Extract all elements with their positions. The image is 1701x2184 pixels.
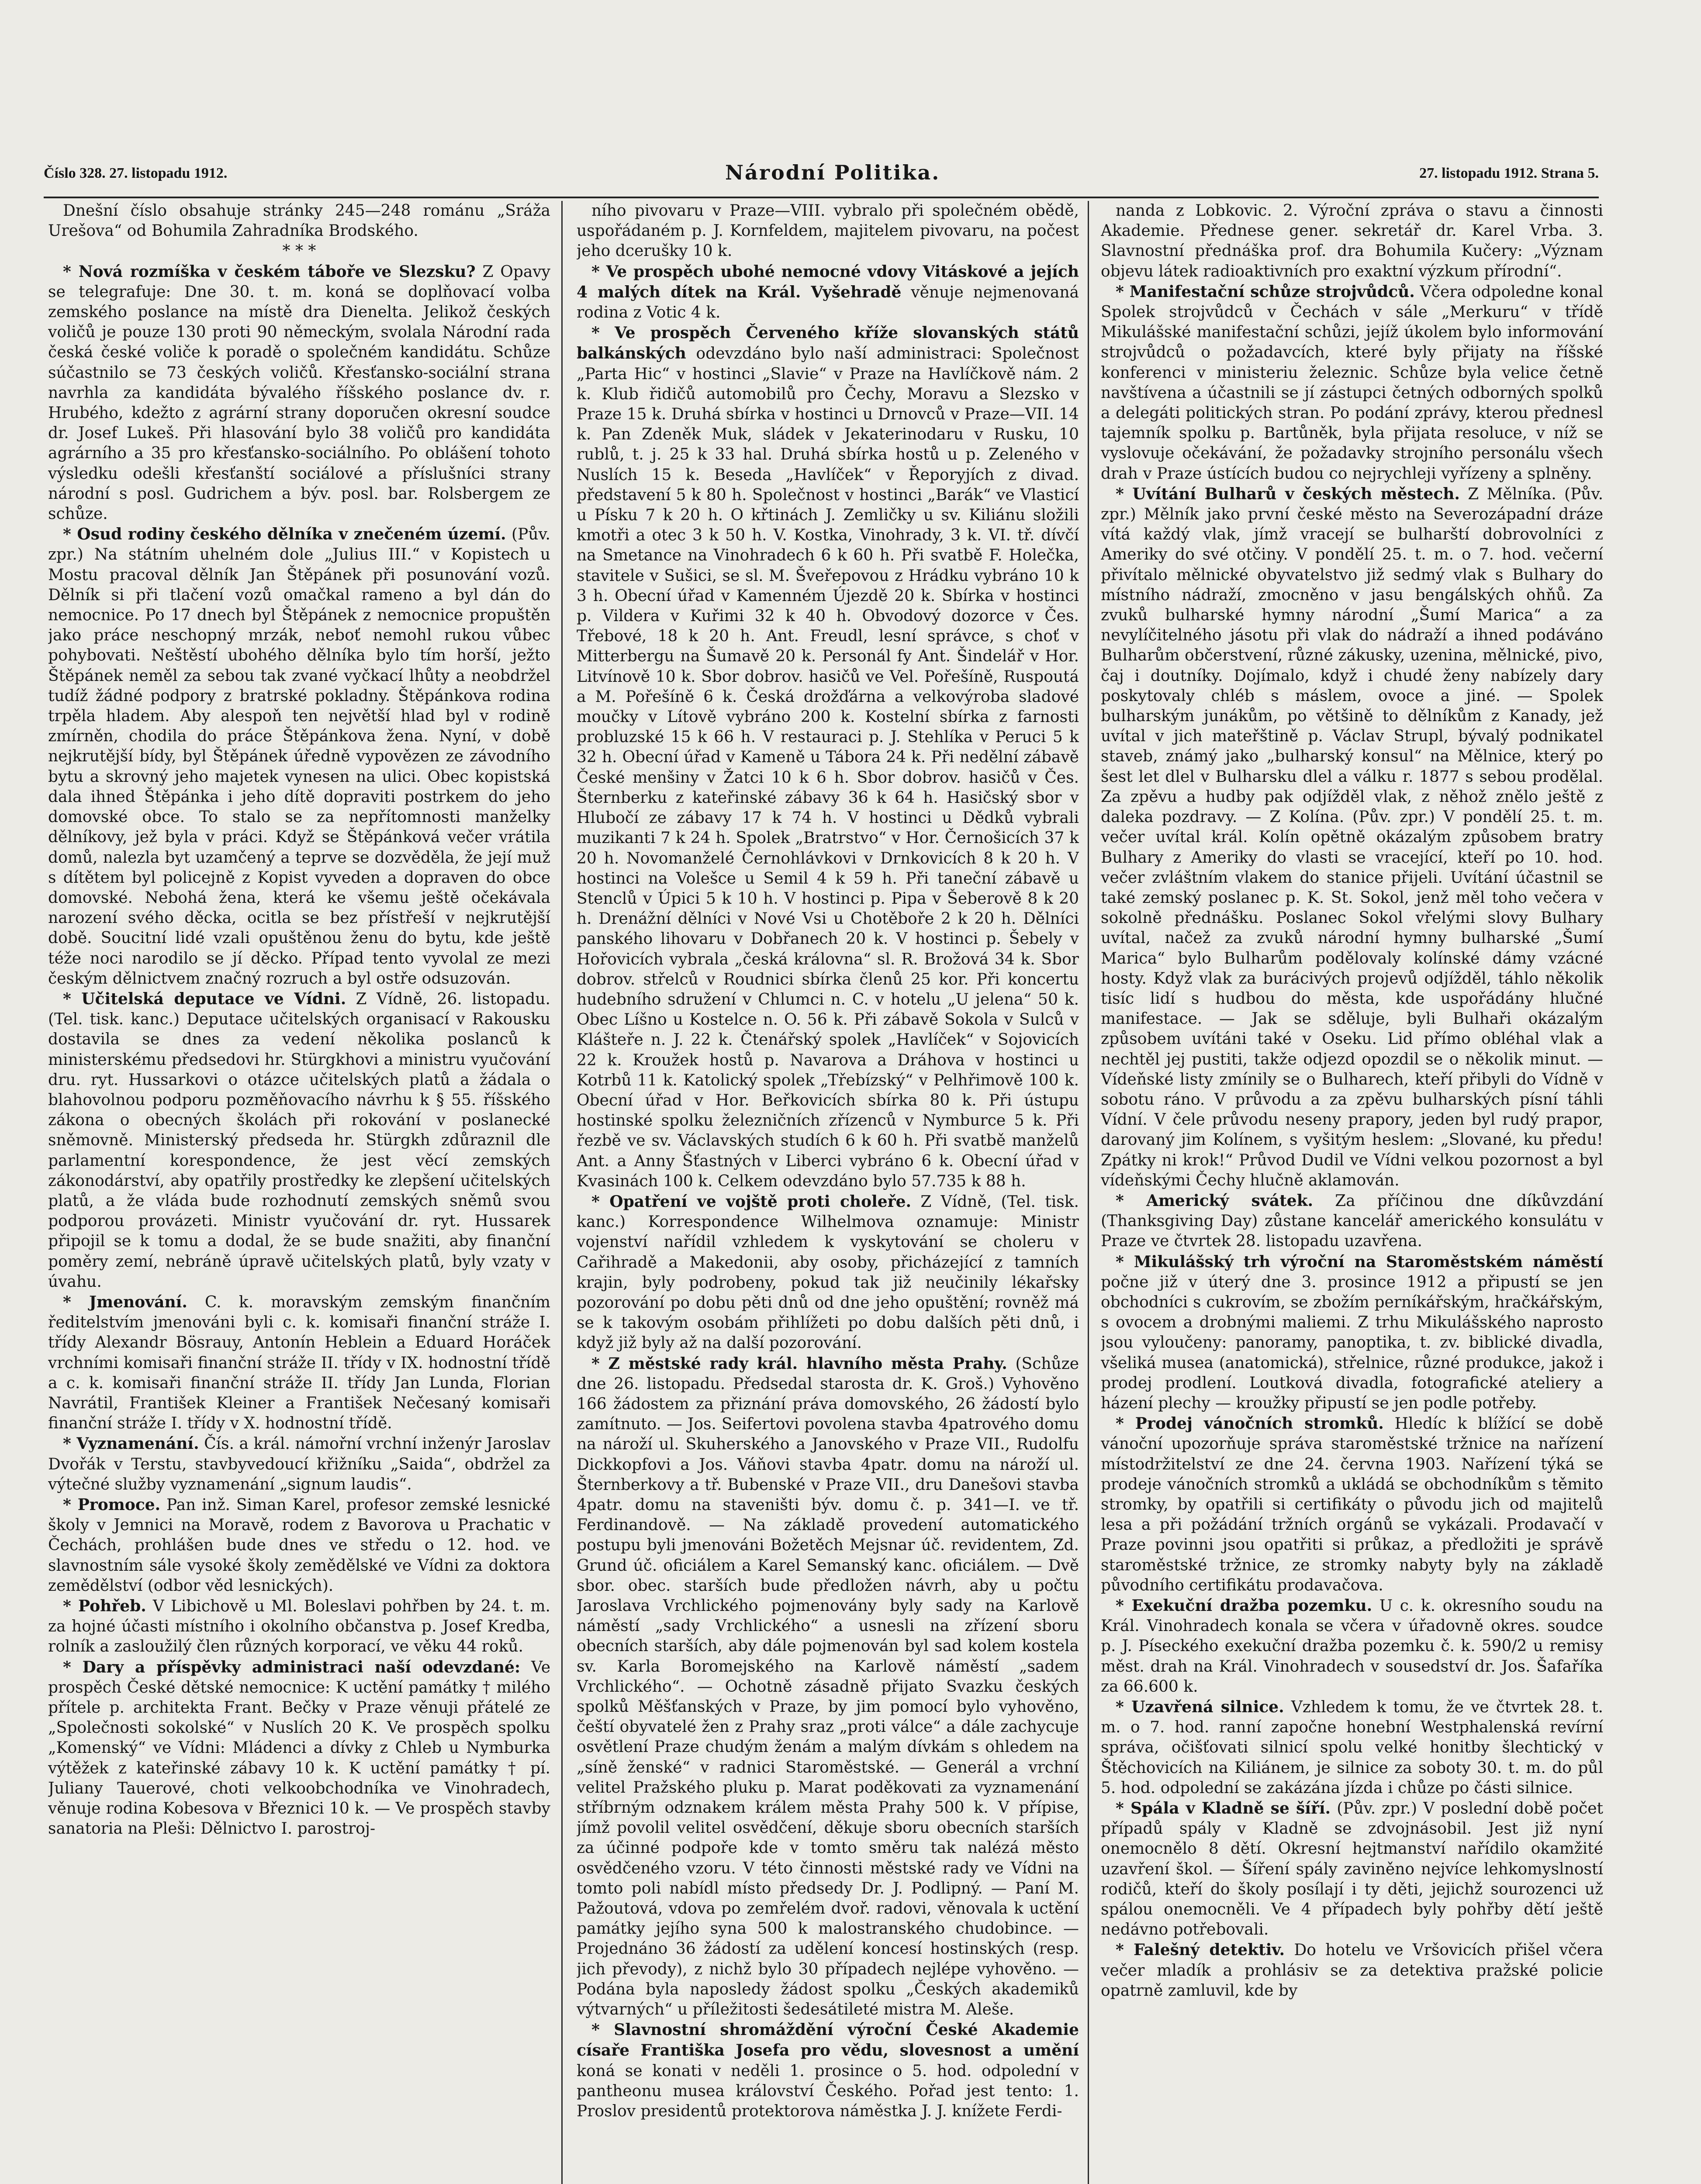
article-paragraph <box>577 2020 1079 2122</box>
article-title: * Promoce. <box>63 1496 161 1514</box>
article-paragraph <box>1101 282 1603 484</box>
article-text: (Pův. zpr.) V poslední době počet případů spály v Kladně se zdvojnásobil. Jest již nyní onemocnělo 8 dětí. Okresní hejtmanství nařídilo okamžité uzavření škol. — Šíření spály zaviněno nejvíce lehkomyslností rodičů, kteří do školy posílají i ty děti, jejichž sourozenci už spálou onemocněli. Ve 4 případech byly pohřby dětí ještě nedávno potřebovali. <box>1101 1800 1603 1939</box>
newspaper-title: Národní Politika. <box>725 161 940 184</box>
article-paragraph <box>48 1596 550 1657</box>
article-paragraph <box>577 323 1079 1192</box>
article-paragraph <box>1101 1596 1603 1697</box>
article-title: * Americký svátek. <box>1116 1191 1314 1210</box>
article-paragraph <box>48 241 550 261</box>
article-text: Dnešní číslo obsahuje stránky 245—248 románu „Sráža Urešova“ od Bohumila Zahradníka Brodského. <box>48 202 550 240</box>
article-text: Pan inž. Siman Karel, profesor zemské lesnické školy v Jemnici na Moravě, rodem z Bavorova u Prachatic v Čechách, prohlášen bude dnes ve středu o 12. hod. ve slavnostním sále vysoké školy zemědělské ve Vídni za doktora zemědělství (odbor věd lesnických). <box>48 1496 550 1595</box>
article-title: * Ve prospěch ubohé nemocné vdovy Vitáskové a jejích 4 malých dítek na Král. Vyšehradě <box>577 262 1079 301</box>
article-paragraph <box>1101 1940 1603 2001</box>
article-paragraph <box>577 1354 1079 2020</box>
column-2 <box>577 201 1079 2184</box>
article-title: * Uzavřená silnice. <box>1116 1698 1284 1717</box>
article-paragraph <box>577 201 1079 262</box>
article-paragraph <box>1101 484 1603 1191</box>
article-paragraph <box>48 1434 550 1495</box>
article-title: * Pohřeb. <box>63 1597 146 1616</box>
article-text: (Pův. zpr.) Na státním uhelném dole „Julius III.“ v Kopistech u Mostu pracoval dělník Jan Štěpánek při posunování vozů. Dělník si při tlačení vozů omačkal rameno a byl dán do nemocnice. Po 17 dnech byl Štěpánek z nemocnice propuštěn jako práce neschopný mrzák, neboť nemohl rukou vůbec pohybovati. Neštěstí ubohého dělníka bylo tím horší, ježto Štěpánek neměl za sebou tak zvané vyčkací lhůty a neobdržel tudíž žádné podpory z bratrské pokladny. Štěpánkova rodina trpěla hladem. Aby alespoň ten největší hlad byl v rodině zmírněn, chodila do práce Štěpánkova žena. Nyní, v době nejkrutější bídy, byl Štěpánek úředně vypovězen ze závodního bytu a skrovný jeho majetek vynesen na ulici. Obec kopistská dala ihned Štěpánka i jeho dítě dopraviti postrkem do jeho domovské obce. To stalo se za nepřítomnosti manželky dělníkovy, jež byla v práci. Když se Štěpánková večer vrátila domů, nalezla byt uzamčený a teprve se dozvěděla, že její muž s dítětem byl policejně z Kopist vyveden a dopraven do obce domovské. Nebohá žena, která ke všemu ještě očekávala narození svého děcka, ocitla se bez přístřeší v nejkrutější době. Soucitní lidé vzali opuštěnou ženu do bytu, kde ještě téže noci narodilo se jí děcko. Případ tento vyvolal ze mezi českým dělnictvem značný rozruch a byl ostře odsuzován. <box>48 525 550 988</box>
article-paragraph <box>48 524 550 989</box>
article-text: C. k. moravským zemským finančním ředitelstvím jmenováni byli c. k. komisaři finanční stráže I. třídy Alexandr Bösrauy, Antonín Heblein a Eduard Horáček vrchními komisaři finanční stráže II. třídy v IX. hodnostní třídě a c. k. komisaři finanční stráže II. třídy Jan Lunda, Florian Navrátil, František Kleiner a František Nečesaný komisaři finanční stráže I. třídy v X. hodnostní třídě. <box>48 1293 550 1433</box>
article-text: počne již v úterý dne 3. prosince 1912 a připustí se jen obchodníci s cukrovím, se zbožím perníkářským, hračkářským, s ovocem a drobnými maliemi. Z trhu Mikulášského naprosto jsou vyloučeny: panoramy, panoptika, t. zv. biblické divadla, všeliká musea (anatomická), střelnice, různé produkce, jakož i prodej prodlení. Loutková divadla, fotografické ateliery a házení plechy — kroužky připustí se jen podle potřeby. <box>1101 1273 1603 1412</box>
date-page-number: 27. listopadu 1912. Strana 5. <box>1419 165 1599 181</box>
article-title: * Vyznamenání. <box>63 1434 199 1453</box>
header-rule <box>44 197 1599 198</box>
article-title: * Manifestační schůze strojvůdců. <box>1116 282 1415 301</box>
article-paragraph <box>48 1495 550 1596</box>
article-paragraph <box>1101 1413 1603 1596</box>
article-text: V Libichově u Ml. Boleslavi pohřben by 24. t. m. za hojné účasti místního i okolního občanstva p. Josef Kredba, rolník a zasloužilý člen různých korporací, ve věku 44 roků. <box>48 1597 550 1656</box>
article-title: * Mikulášský trh výroční na Staroměstském náměstí <box>1116 1252 1603 1271</box>
article-title: * Uvítání Bulharů v českých městech. <box>1116 484 1460 503</box>
article-text: věnuje nejmenovaná rodina z Votic 4 k. <box>577 283 1079 322</box>
article-title: * Ve prospěch Červeného kříže slovanských států balkánských <box>577 324 1079 363</box>
article-title: * Osud rodiny českého dělníka v znečeném území. <box>63 525 506 544</box>
article-text: koná se konati v neděli 1. prosince o 5. hod. odpolední v pantheonu musea království Českého. Pořad jest tento: 1. Proslov presidentů protektorova náměstka J. J. knížete Ferdi- <box>577 2062 1079 2121</box>
article-text: Čís. a král. námořní vrchní inženýr Jaroslav Dvořák v Terstu, stavbyvedoucí křižníku „Saida“, obdržel za výtečné služby vyznamenání „signum laudis“. <box>48 1435 550 1493</box>
article-paragraph <box>48 262 550 525</box>
article-text: Za příčinou dne díkůvzdání (Thanksgiving Day) zůstane kancelář amerického konsulátu v Praze ve čtvrtek 28. listopadu uzavřena. <box>1101 1192 1603 1251</box>
issue-number-date: Číslo 328. 27. listopadu 1912. <box>44 165 228 181</box>
column-divider <box>1088 201 1089 2184</box>
article-text: Z Opavy se telegrafuje: Dne 30. t. m. koná se doplňovací volba zemského poslance na místě dra Dieneltа. Jelikož českých voličů je pouze 130 proti 90 německým, svolala Národní rada česká české voliče k poradě o společném kandidátu. Schůze súčastnilo se 73 českých voličů. Křesťansko-sociální strana navrhla za kandidáta bývalého říšského poslance dv. r. Hrubého, kdežto z agrární strany doporučen okresní soudce dr. Josef Lukeš. Při hlasování bylo 38 voličů pro kandidáta agrárního a 35 pro křesťansko-sociálního. Po oblášení tohoto výsledku odešli křesťanští sociálové a příslušníci strany národní s posl. Gudrichem a býv. posl. bar. Rolsbergem ze schůze. <box>48 263 550 523</box>
article-paragraph <box>1101 1697 1603 1798</box>
article-title: * Jmenování. <box>63 1292 187 1311</box>
article-paragraph <box>1101 1191 1603 1252</box>
article-text: (Schůze dne 26. listopadu. Předsedal starosta dr. K. Groš.) Vyhověno 166 žádostem za přiznání práva domovského, 26 žádostí bylo zamítnuto. — Jos. Seifertovi povolena stavba 4patrového domu na nároží ul. Skuherského a Janovského v Praze VII., Rudolfu Dickkopfovi a Jos. Váňovi stavba 4patr. domu na nároží ul. Šternberkovy a tř. Bubenské v Praze VII., dru Danešovi stavba 4patr. domu na staveništi býv. domu č. p. 341—I. ve tř. Ferdinandově. — Na základě provedení automatického postupu byli jmenováni Božetěch Mejsnar úč. revidentem, Zd. Grund úč. oficiálem a Karel Semanský kanc. oficiálem. — Dvě sbor. obec. starších bude předložen návrh, aby u počtu Jaroslava Vrchlického pojmenovány byly sady na Karlově náměstí „sady Vrchlického“ a usnesli na zřízení sboru obecních starších, aby dále pojmenován byl sad kolem kostela sv. Karla Boromejského na Karlově náměstí „sadem Vrchlického“. — Ochotně zásadně přijato Svazku českých spolků Měšťanských v Praze, by jim pomocí bylo vyhověno, čeští obyvatelé žen z Prahy sraz „proti válce“ a dále zachycuje osvětlení Praze chudým ženám a malým dívkám s ohledem na „síně ženské“ v radnici Staroměstské. — Generál a vrchní velitel Pražského pluku p. Marat poděkovati za vyznamenání stříbrným odznakem králem města Prahy 500 k. V přípise, jímž povolil velitel osvědčení, děkuje sboru obecních starších za účinné podpoře kde v tomto směru tak nalézá město osvědčeného vzoru. V této činnosti městské rady ve Vídni na tomto poli nabídl místo předsedy Dr. J. Podlipný. — Paní M. Pažoutová, vdova po zemřelém dvoř. radovi, věnovala k uctění památky jejího syna 500 k malostranského chudobince. — Projednáno 36 žádostí za udělení koncesí hostinských (resp. jich převody), z nichž bylo 30 případech nejlépe vyhověno. — Podána byla naposledy žádost spolku „Českých akademiků výtvarných“ u příležitosti šedesátileté mistra M. Aleše. <box>577 1355 1079 2019</box>
article-paragraph <box>1101 1798 1603 1940</box>
column-1 <box>48 201 550 2184</box>
article-text: Z Vídně, 26. listopadu. (Tel. tisk. kanc.) Deputace učitelských organisací v Rakousku dostavila se dnes za vedení několika poslanců k ministerskému předsedovi hr. Stürgkhovi a ministru vyučování dru. ryt. Hussarkovi o otázce učitelských platů a žádala o blahovolnou podporu pozměňovacího návrhu k § 55. říšského zákona o obecných školách při rokování v poslanecké sněmovně. Ministerský předseda hr. Stürgkh zdůraznil dle parlamentní korespondence, že jest věcí zemských zákonodárství, aby opatřily prostředky ke zlepšení učitelských platů, a že vláda bude rozhodnutí zemských sněmů svou podporou provázeti. Ministr vyučování dr. ryt. Hussarek připojil se k tomu a dodal, že se bude snažiti, aby finanční poměry zemí, nebráně úpravě učitelských platů, byly vzaty v úvahu. <box>48 990 550 1291</box>
article-title: * Exekuční dražba pozemku. <box>1116 1597 1373 1615</box>
article-title: * Spála v Kladně se šíří. <box>1116 1799 1331 1818</box>
article-text: Z Vídně, (Tel. tisk. kanc.) Korrespondence Wilhelmova oznamuje: Ministr vojenství nařídil vzhledem k vyskytování se choleru v Cařihradě a Makedonii, aby osoby, přicházející z tamních krajin, byly podrobeny, pokud tak již neučinily lékařsky pozorování po dobu pěti dnů od dne jeho opuštění; rovněž má se k takovým osobám přihlížeti po dobu dalších pěti dnů, i když již byly až na další pozorování. <box>577 1192 1079 1352</box>
article-paragraph <box>577 262 1079 323</box>
article-text: ního pivovaru v Praze—VIII. vybralo při společném obědě, uspořádaném p. J. Kornfeldem, majitelem pivovaru, na počest jeho dcerušky 10 k. <box>577 202 1079 260</box>
article-title: * Dary a příspěvky administraci naší odevzdané: <box>63 1658 521 1676</box>
article-text: Do hotelu ve Vršovicích přišel včera večer mladík a prohlásiv se za detektiva pražské policie opatrně zamluvil, kde by <box>1101 1941 1603 2000</box>
article-title: * Opatření ve vojště proti choleře. <box>591 1192 912 1211</box>
column-divider <box>561 201 563 2184</box>
article-text: Z Mělníka. (Pův. zpr.) Mělník jako první české město na Severozápadní dráze vítá každý vlak, jímž vracejí se bulharští dobrovolníci z Ameriky do své otčiny. V pondělí 25. t. m. o 7. hod. večerní přivítalo mělnické obyvatelstvo již sedmý vlak s Bulhary do místního nádraží, zmocněno v jasu bengálských ohňů. Za zvuků bulharské hymny národní „Šumí Marica“ a za nevylíčitelného jásotu při vlak do nádraží a ihned podáváno Bulharům občerstvení, různé zákusky, uzenina, mělnické, pivo, čaj i doutníky. Dojímalo, když i chudé ženy nabízely dary poskytovaly chléb s máslem, ovoce a jiné. — Spolek bulharským junákům, po většině to dělníkům z Kanady, jež uvítal v jich mateřštině p. Václav Strupl, bývalý podnikatel staveb, známý jako „bulharský konsul“ na Mělnice, který po šest let dlel v Bulharsku dlel a válku r. 1877 s sebou prodělal. Za zpěvu a hudby pak odjížděl vlak, z něhož znělo ještě z daleka pozdravy. — Z Kolína. (Pův. zpr.) V pondělí 25. t. m. večer uvítal král. Kolín opětně okázalým způsobem bratry Bulhary z Ameriky do vlasti se vracející, kteří po 10. hod. večer zvláštním vlakem do stanice přijeli. Uvítání účastnil se také zemský poslanec p. K. St. Sokol, jenž měl toho večera v sokolně přednášku. Poslanec Sokol vřelými slovy Bulhary uvítal, načež za zvuků národní hymny bulharské „Šumí Marica“ bylo Bulharům podělovaly kolínské dámy vzácné hosty. Když vlak za burácivých projevů odjížděl, táhlo několik tisíc lidí s hudbou do města, kde uspořádány hlučné manifestace. — Jak se sděluje, byli Bulhaři okázalým způsobem uvítáni také v Oseku. Lid přímo obléhal vlak a nechtěl jej pustiti, takže odjezd opozdil se o několik minut. — Vídeňské listy zmínily se o Bulharech, kteří přibyli do Vídně v sobotu ráno. V průvodu a za zpěvu bulharských písní táhli Vídní. V čele průvodu neseny prapory, jeden byl rudý prapor, darovaný jim Kolínem, s vyšitým heslem: „Slované, ku předu! Zpátky ni krok!“ Průvod Dudil ve Vídni velkou pozornost a byl vídeňskými Čechy hlučně aklamován. <box>1101 485 1603 1189</box>
article-paragraph <box>48 1292 550 1434</box>
article-paragraph <box>1101 1252 1603 1414</box>
article-text: Vzhledem k tomu, že ve čtvrtek 28. t. m. o 7. hod. ranní započne honební Westphalenská revírní správa, očišťovati silnicí spolu velké honitby šlechtický v Štěchovicích na Kiliánem, je silnice za soboty 30. t. m. do půl 5. hod. odpolední se zakázána jízda i chůze po části silnice. <box>1101 1698 1603 1797</box>
article-paragraph <box>48 1657 550 1839</box>
article-text: Ve prospěch České dětské nemocnice: K uctění památky † milého přítele p. architekta Frant. Bečky v Praze věnuji přátelé ze „Společnosti sokolské“ v Nuslích 20 K. Ve prospěch spolku „Komenský“ ve Vídni: Mládenci a dívky z Chleb u Nymburka výtěžek z kateřinské zábavy 10 k. K uctění památky † pí. Juliany Tauerové, choti velkoobchodníka ve Vinohradech, věnuje rodina Kobesova v Březnici 10 k. — Ve prospěch stavby sanatoria na Pleši: Dělnictvo I. parostroj- <box>48 1658 550 1838</box>
article-title: * Z městské rady král. hlavního města Prahy. <box>591 1354 1007 1373</box>
article-paragraph <box>48 989 550 1292</box>
page-header <box>44 149 1599 197</box>
article-paragraph <box>1101 201 1603 282</box>
article-title: * Učitelská deputace ve Vídni. <box>63 989 346 1008</box>
article-title: * Prodej vánočních stromků. <box>1116 1414 1384 1433</box>
article-paragraph <box>577 1192 1079 1354</box>
article-text: odevzdáno bylo naší administraci: Společnost „Parta Hic“ v hostinci „Slavie“ v Praze na Havlíčkově nám. 2 k. Klub řidičů automobilů pro Čechy, Moravu a Slezsko v Praze 15 k. Druhá sbírka v hostinci u Drnovců v Praze—VII. 14 k. Pan Zdeněk Muk, sládek v Jekaterinodaru v Rusku, 10 rublů, t. j. 25 k 33 hal. Druhá sbírka hostů u p. Zeleného v Nuslích 15 k. Beseda „Havlíček“ v Řeporyjích z divad. představení 5 k 80 h. Společnost v hostinci „Barák“ ve Vlasticí u Písku 7 k 20 h. O křtinách J. Zemličky u sv. Kiliánu složili kmotři a otec 3 k 50 h. V. Kostka, Vinohrady, 3 k. VI. tř. dívčí na Smetance na Vinohradech 6 k 60 h. Při svatbě F. Holečka, stavitele v Sušici, se sl. M. Šveřepovou z Hrádku vybráno 10 k 3 h. Obecní úřad v Kamenném Újezdě 20 k. Sbírka v hostinci p. Vildera v Kuřimi 32 k 40 h. Obvodový dozorce v Čes. Třebové, 18 k 20 h. Ant. Freudl, lesní správce, s choť v Mitterbergu na Šumavě 20 k. Personál fy Ant. Šindelář v Hor. Litvínově 10 k. Sbor dobrov. hasičů ve Vel. Pořešíně, Ruspoutá a M. Pořešíně 6 k. Česká drožďárna a velkovýroba sladové moučky v Lítově vybráno 200 k. Kostelní sbírka z farnosti probluzské 15 k 66 h. V restauraci p. J. Stehlíka v Peruci 5 k 32 h. Obecní úřad v Kameně u Tábora 24 k. Při nedělní zábavě České menšiny v Žatci 10 k 6 h. Sbor dobrov. hasičů v Čes. Šternberku z kateřinské zábavy 36 k 64 h. Hasičský sbor v Hlubočí ze zábavy 17 k 74 h. V hostinci u Dědků vybrali muzikanti 7 k 24 h. Spolek „Bratrstvo“ v Hor. Černošicích 37 k 20 h. Novomanželé Černohlávkovi v Drnkovicích 8 k 20 h. V hostinci na Volešce u Semil 4 k 59 h. Při taneční zábavě u Stenclů v Úpici 5 k 10 h. V hostinci p. Pipa v Šeberově 8 k 20 h. Drenážní dělníci v Nové Vsi u Chotěboře 2 k 20 h. Dělníci panského lihovaru v Dobřanech 20 k. V hostinci p. Šebely v Hořovicích vybrala „česká královna“ sl. R. Brožová 34 k. Sbor dobrov. střelců v Roudnici sbírka členů 25 kor. Při koncertu hudebního sdružení v Chlumci n. C. v hotelu „U jelena“ 50 k. Obec Líšno u Kostelce n. O. 56 k. Při zábavě Sokola v Sulců v Klášteře n. J. 22 k. Čtenářský spolek „Havlíček“ v Sojovicích 22 k. Kroužek hostů p. Navarova a Dráhova v hostinci u Kotrbů 11 k. Katolický spolek „Třebízský“ v Pelhřimově 100 k. Obecní úřad v Hor. Beřkovicích sbírka 80 k. Při ústupu hostinské spolku železničních zřízenců v Nymburce 5 k. Při řezbě ve sv. Václavských studích 6 k 60 h. Při svatbě manželů Ant. a Anny Šťastných v Liberci vybráno 6 k. Obecní úřad v Kvasinách 100 k. Celkem odevzdáno bylo 57.735 k 88 h. <box>577 345 1079 1190</box>
article-text: Hledíc k blížící se době vánoční upozorňuje správa staroměstské tržnice na nařízení místodržitelství ze dne 24. června 1903. Nařízení týká se prodeje vánočních stromků a ukládá se obchodníkům s těmito stromky, by opatřili si certifikáty o původu jich od majitelů lesa a při požádání tržních orgánů se vykázali. Prodavačí v Praze povinni jsou opatřiti si průkaz, a předložiti je správě staroměstské tržnice, ze stromky nabyty byly na základě původního certifikátu prodavačova. <box>1101 1415 1603 1594</box>
article-title: * Nová rozmíška v českém táboře ve Slezsku? <box>63 262 476 281</box>
article-title: * Slavnostní shromáždění výroční České Akademie císaře Františka Josefa pro vědu, slovesnost a umění <box>577 2021 1079 2060</box>
article-paragraph <box>48 201 550 241</box>
article-text: nanda z Lobkovic. 2. Výroční zpráva o stavu a činnosti Akademie. Přednese gener. sekretář dr. Karel Vrba. 3. Slavnostní přednáška prof. dra Bohumila Kučery: „Význam objevu látek radioaktivních pro exaktní výzkum přírodní“. <box>1101 202 1603 280</box>
article-text: U c. k. okresního soudu na Král. Vinohradech konala se včera v úřadovně okres. soudce p. J. Píseckého exekuční dražba pozemku č. k. 590/2 u remisy měst. drah na Král. Vinohradech v sousedství dr. Jos. Šafaříka za 66.600 k. <box>1101 1597 1603 1696</box>
article-title: * Falešný detektiv. <box>1116 1941 1285 1959</box>
article-text: Včera odpoledne konal Spolek strojvůdců v Čechách v sále „Merkuru“ v třídě Mikulášské manifestační schůzi, jejíž úkolem bylo informování strojvůdců o požadavcích, které byly přijaty na říšské konferenci v ministeriu železnic. Schůze byla velice četně navštívena a účastnili se jí zástupci četných odborných spolků a delegáti politických stran. Po podání zprávy, kterou přednesl tajemník spolku p. Bartůněk, byla přijata resoluce, v níž se vyslovuje očekávání, že požadavky strojního personálu všech drah v Praze ústících budou co nejrychleji vyřízeny a splněny. <box>1101 283 1603 483</box>
article-text: * * * <box>282 242 316 260</box>
column-3 <box>1101 201 1603 2184</box>
